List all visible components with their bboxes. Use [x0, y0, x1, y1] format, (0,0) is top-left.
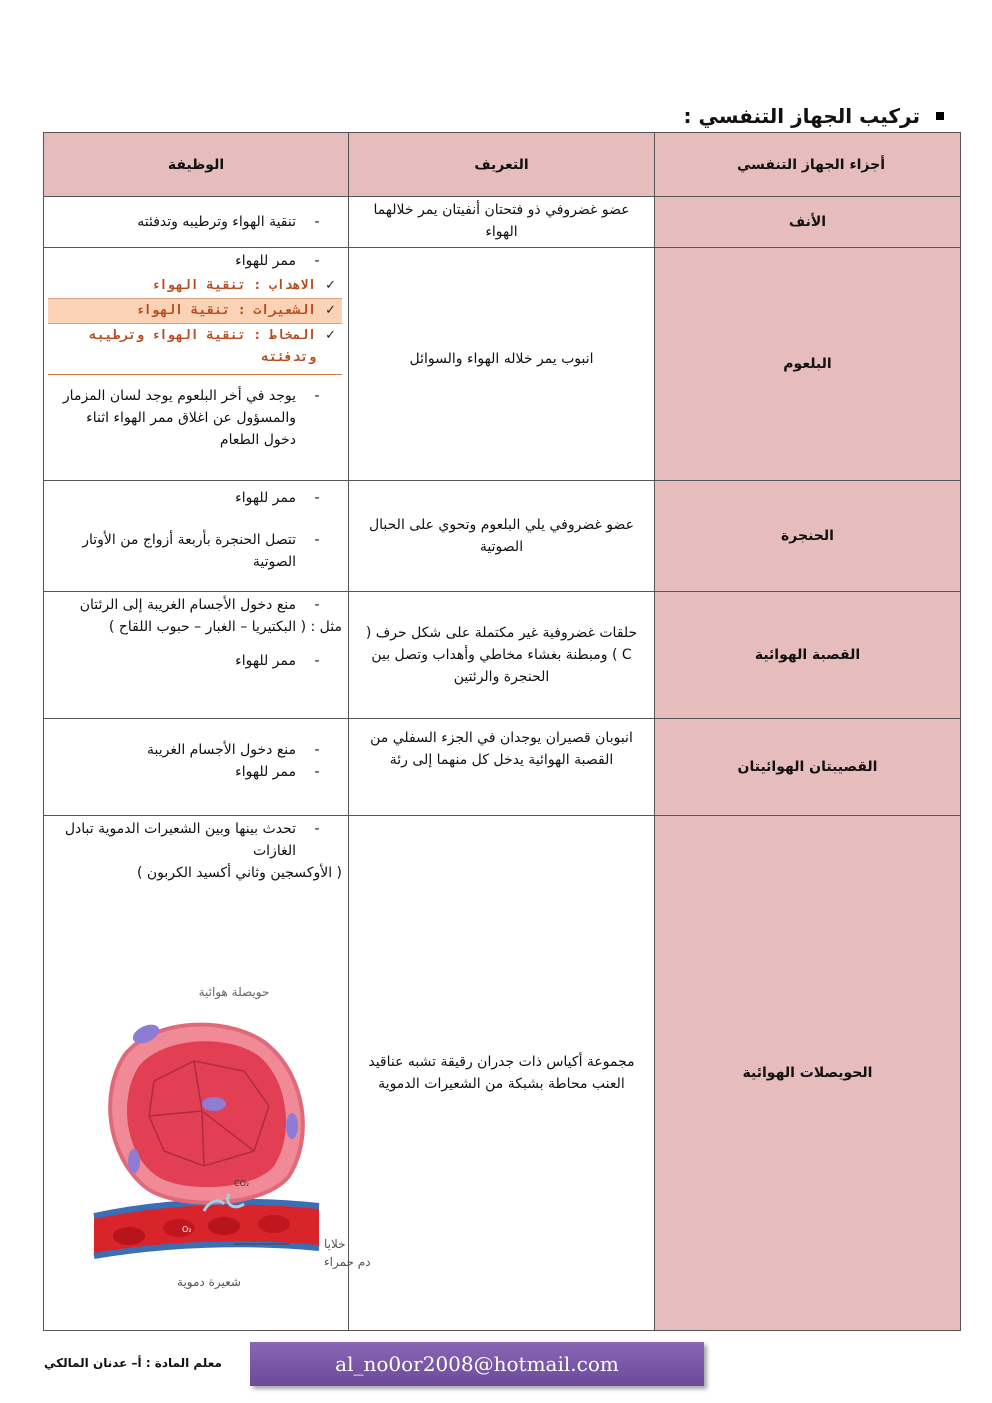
header-function: الوظيفة — [44, 133, 349, 197]
table-header-row — [44, 133, 961, 197]
part-cell: البلعوم — [655, 248, 961, 481]
co2-label: CO₂ — [234, 1179, 250, 1188]
part-cell: الأنف — [655, 197, 961, 248]
capillary-label: شعيرة دموية — [177, 1275, 241, 1289]
table-row — [44, 592, 961, 719]
function-cell: - ممر للهواء ✓ الاهداب : تنقية الهواء ✓ الشعيرات : تنقية الهواء ✓ المخاط : تنقية الهواء وترطيبه وتدفئته - يوجد في أخر البلعوم يوجد لسان المزمار والمسؤول عن اغلاق ممر الهواء اثناء دخول الطعام — [44, 248, 349, 481]
o2-label: O₂ — [182, 1225, 192, 1234]
definition-cell: عضو غضروفي يلي البلعوم وتحوي على الحبال الصوتية — [349, 481, 655, 592]
respiratory-table — [43, 132, 961, 1331]
function-cell: - منع دخول الأجسام الغريبة - ممر للهواء — [44, 719, 349, 816]
check-item: ✓ الاهداب : تنقية الهواء — [48, 274, 342, 298]
table-row — [44, 481, 961, 592]
function-cell: - منع دخول الأجسام الغريبة إلى الرئتان مثل : ( البكتيريا – الغبار – حبوب اللقاح ) - ممر للهواء — [44, 592, 349, 719]
alveolus-figure — [84, 985, 371, 1306]
example-text: مثل : ( البكتيريا – الغبار – حبوب اللقاح ) — [108, 619, 342, 635]
rbc-label-2: دم حمراء — [324, 1255, 371, 1269]
rbc-label-1: خلايا — [324, 1237, 346, 1251]
part-cell: القصيبتان الهوائيتان — [655, 719, 961, 816]
definition-cell: عضو غضروفي ذو فتحتان أنفيتان يمر خلالهما الهواء — [349, 197, 655, 248]
bullet-icon — [936, 112, 944, 120]
teacher-credit: معلم المادة : أ– عدنان المالكي — [44, 1356, 222, 1370]
alveolus-label: حويصلة هوائية — [198, 985, 270, 999]
table-row — [44, 248, 961, 481]
check-item: ✓ المخاط : تنقية الهواء وترطيبه وتدفئته — [48, 324, 342, 370]
table-row — [44, 816, 961, 1331]
gases-text: ( الأوكسجين وثاني أكسيد الكربون ) — [136, 865, 342, 881]
email-banner[interactable]: al_no0or2008@hotmail.com — [250, 1342, 704, 1386]
checkmark-icon: ✓ — [325, 303, 336, 318]
function-cell: - تنقية الهواء وترطيبه وتدفئته — [44, 197, 349, 248]
header-definition: التعريف — [349, 133, 655, 197]
checkmark-icon: ✓ — [325, 278, 336, 293]
checklist — [48, 274, 342, 375]
table-row — [44, 719, 961, 816]
header-parts: أجزاء الجهاز التنفسي — [655, 133, 961, 197]
definition-cell: حلقات غضروفية غير مكتملة على شكل حرف ( C ) ومبطنة بغشاء مخاطي وأهداب وتصل بين الحنجرة والرئتين — [349, 592, 655, 719]
function-cell: - تحدث بينها وبين الشعيرات الدموية تبادل الغازات ( الأوكسجين وثاني أكسيد الكربون ) O₂ CO₂ حويصلة هوائية خلايا دم حمراء شعيرة دموية — [44, 816, 349, 1331]
definition-cell: مجموعة أكياس ذات جدران رقيقة تشبه عناقيد العنب محاطة بشبكة من الشعيرات الدموية — [349, 816, 655, 1331]
definition-cell: انبوب يمر خلاله الهواء والسوائل — [349, 248, 655, 481]
part-cell: القصبة الهوائية — [655, 592, 961, 719]
part-cell: الحنجرة — [655, 481, 961, 592]
part-cell: الحويصلات الهوائية — [655, 816, 961, 1331]
check-item: ✓ الشعيرات : تنقية الهواء — [48, 298, 342, 324]
definition-cell: انبوبان قصيران يوجدان في الجزء السفلي من القصبة الهوائية يدخل كل منهما إلى رئة — [349, 719, 655, 816]
checkmark-icon: ✓ — [325, 328, 336, 343]
page-title: تركيب الجهاز التنفسي : — [684, 104, 944, 128]
function-cell: - ممر للهواء - تتصل الحنجرة بأربعة أزواج من الأوتار الصوتية — [44, 481, 349, 592]
table-row — [44, 197, 961, 248]
